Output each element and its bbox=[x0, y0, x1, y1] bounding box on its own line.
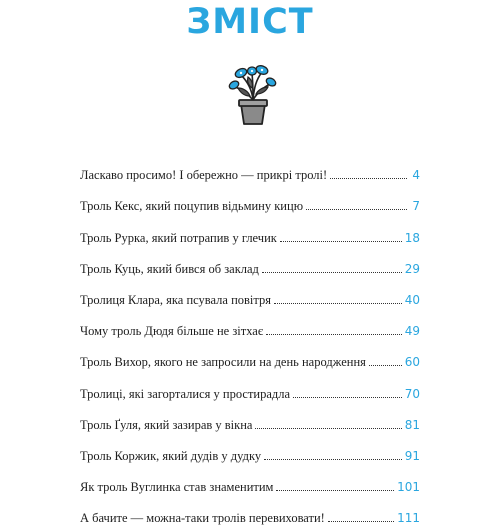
toc-entry-page: 18 bbox=[404, 230, 420, 245]
page-title: ЗМІСТ bbox=[186, 2, 314, 42]
toc-entry-title: Троль Куць, який бився об заклад bbox=[80, 261, 259, 276]
toc-dot-leader bbox=[255, 428, 401, 429]
toc-dot-leader bbox=[306, 209, 407, 210]
toc-dot-leader bbox=[330, 178, 407, 179]
toc-entry-page: 60 bbox=[404, 355, 420, 370]
toc-entry-title: Чому троль Дюдя більше не зітхає bbox=[80, 324, 264, 339]
toc-entry-title: Троль Коржик, який дудів у дудку bbox=[80, 448, 262, 463]
toc-dot-leader bbox=[266, 334, 402, 335]
toc-entry-title: Ласкаво просимо! І обережно — прикрі тролі! bbox=[80, 168, 328, 183]
toc-dot-leader bbox=[280, 241, 402, 242]
toc-entry-title: Троль Рурка, який потрапив у глечик bbox=[80, 230, 277, 245]
toc-entry[interactable] bbox=[80, 341, 420, 372]
toc-entry-title: Троль Ґуля, який зазирав у вікна bbox=[80, 417, 253, 432]
toc-entry-title: Тролиці, які загорталися у простирадла bbox=[80, 386, 291, 401]
toc-entry-page: 101 bbox=[397, 480, 420, 495]
toc-entry[interactable] bbox=[80, 435, 420, 466]
toc-list bbox=[80, 154, 420, 528]
toc-entry-title: Троль Вихор, якого не запросили на день народження bbox=[80, 355, 366, 370]
toc-dot-leader bbox=[276, 490, 394, 491]
toc-entry[interactable] bbox=[80, 497, 420, 528]
toc-entry-page: 81 bbox=[404, 417, 420, 432]
toc-entry-page: 40 bbox=[404, 292, 420, 307]
toc-entry[interactable] bbox=[80, 248, 420, 279]
toc-entry-title: Тролиця Клара, яка псувала повітря bbox=[80, 292, 272, 307]
toc-dot-leader bbox=[328, 521, 394, 522]
toc-dot-leader bbox=[369, 365, 402, 366]
toc-dot-leader bbox=[264, 459, 402, 460]
toc-entry-page: 111 bbox=[397, 511, 420, 526]
flower-pot-icon bbox=[226, 60, 280, 130]
toc-entry[interactable] bbox=[80, 185, 420, 216]
toc-entry-page: 4 bbox=[412, 168, 420, 183]
toc-entry-page: 29 bbox=[404, 261, 420, 276]
toc-entry-page: 49 bbox=[404, 324, 420, 339]
toc-entry-page: 91 bbox=[404, 448, 420, 463]
toc-entry[interactable] bbox=[80, 310, 420, 341]
toc-entry-title: А бачите — можна-таки тролів перевиховати! bbox=[80, 511, 325, 526]
toc-dot-leader bbox=[262, 272, 402, 273]
toc-entry[interactable] bbox=[80, 466, 420, 497]
toc-entry-title: Як троль Вуглинка став знаменитим bbox=[80, 480, 274, 495]
toc-entry[interactable] bbox=[80, 372, 420, 403]
toc-dot-leader bbox=[293, 397, 402, 398]
toc-entry-page: 7 bbox=[412, 199, 420, 214]
toc-entry-page: 70 bbox=[404, 386, 420, 401]
toc-entry[interactable] bbox=[80, 216, 420, 247]
toc-entry[interactable] bbox=[80, 279, 420, 310]
toc-dot-leader bbox=[274, 303, 402, 304]
toc-entry-title: Троль Кекс, який поцупив відьмину кицю bbox=[80, 199, 304, 214]
toc-entry[interactable] bbox=[80, 404, 420, 435]
toc-entry[interactable] bbox=[80, 154, 420, 185]
